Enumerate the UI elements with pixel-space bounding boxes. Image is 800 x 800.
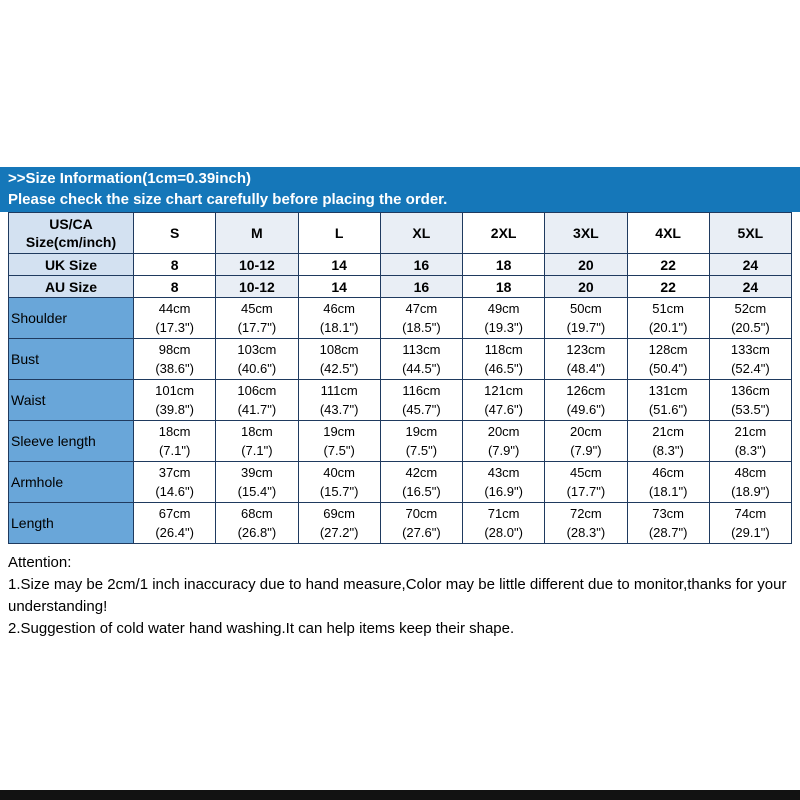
size-header-cell: 8 [134,254,216,276]
measure-cell: 70cm (27.6") [380,503,462,544]
header-row-label: UK Size [9,254,134,276]
measure-cell: 37cm (14.6") [134,462,216,503]
measure-row [9,339,792,380]
measure-cell: 68cm (26.8") [216,503,298,544]
measure-cell: 45cm (17.7") [216,298,298,339]
measure-cell: 74cm (29.1") [709,503,791,544]
measure-cell: 21cm (8.3") [709,421,791,462]
size-header-cell: 18 [463,254,545,276]
measure-row [9,462,792,503]
measure-cell: 45cm (17.7") [545,462,627,503]
measure-cell: 21cm (8.3") [627,421,709,462]
measure-cell: 20cm (7.9") [545,421,627,462]
measure-cell: 71cm (28.0") [463,503,545,544]
measure-cell: 48cm (18.9") [709,462,791,503]
measure-cell: 46cm (18.1") [627,462,709,503]
measure-cell: 73cm (28.7") [627,503,709,544]
measure-cell: 123cm (48.4") [545,339,627,380]
size-header-cell: 2XL [463,213,545,254]
size-header-cell: 4XL [627,213,709,254]
size-header-cell: 20 [545,276,627,298]
header-row-label: AU Size [9,276,134,298]
measure-cell: 121cm (47.6") [463,380,545,421]
attention-line1: 1.Size may be 2cm/1 inch inaccuracy due to hand measure,Color may be little different due to monitor,thanks for your understanding! [8,576,787,615]
measure-row [9,503,792,544]
size-header-cell: 16 [380,276,462,298]
size-header-cell: 10-12 [216,254,298,276]
measure-cell: 44cm (17.3") [134,298,216,339]
measure-cell: 49cm (19.3") [463,298,545,339]
size-header-cell: 20 [545,254,627,276]
size-header-cell: 24 [709,276,791,298]
measure-cell: 39cm (15.4") [216,462,298,503]
measure-cell: 18cm (7.1") [134,421,216,462]
measure-cell: 133cm (52.4") [709,339,791,380]
measure-cell: 19cm (7.5") [298,421,380,462]
measure-row [9,421,792,462]
size-header-cell: 22 [627,276,709,298]
measure-row [9,380,792,421]
measure-label: Shoulder [9,298,134,339]
header-row [9,213,792,254]
size-header-cell: XL [380,213,462,254]
measure-cell: 101cm (39.8") [134,380,216,421]
size-header-cell: 16 [380,254,462,276]
measure-cell: 116cm (45.7") [380,380,462,421]
measure-label: Armhole [9,462,134,503]
measure-cell: 67cm (26.4") [134,503,216,544]
size-header-cell: 24 [709,254,791,276]
measure-cell: 111cm (43.7") [298,380,380,421]
size-header-cell: S [134,213,216,254]
size-header-cell: 3XL [545,213,627,254]
size-header-cell: 8 [134,276,216,298]
measure-cell: 40cm (15.7") [298,462,380,503]
size-header-cell: 5XL [709,213,791,254]
measure-cell: 51cm (20.1") [627,298,709,339]
measure-row [9,298,792,339]
size-header-cell: 10-12 [216,276,298,298]
size-header-cell: 18 [463,276,545,298]
measure-cell: 46cm (18.1") [298,298,380,339]
measure-cell: 113cm (44.5") [380,339,462,380]
header-row [9,276,792,298]
measure-cell: 126cm (49.6") [545,380,627,421]
measure-cell: 42cm (16.5") [380,462,462,503]
measure-label: Bust [9,339,134,380]
size-header-cell: 14 [298,276,380,298]
measure-cell: 103cm (40.6") [216,339,298,380]
measure-cell: 47cm (18.5") [380,298,462,339]
measure-cell: 128cm (50.4") [627,339,709,380]
size-header-cell: L [298,213,380,254]
measure-cell: 43cm (16.9") [463,462,545,503]
header-row-label: US/CA Size(cm/inch) [9,213,134,254]
size-info-banner [0,167,800,212]
measure-cell: 69cm (27.2") [298,503,380,544]
measure-label: Waist [9,380,134,421]
measure-cell: 18cm (7.1") [216,421,298,462]
measure-cell: 108cm (42.5") [298,339,380,380]
measure-label: Sleeve length [9,421,134,462]
size-header-cell: M [216,213,298,254]
measure-cell: 118cm (46.5") [463,339,545,380]
attention-title: Attention: [8,554,72,571]
measure-cell: 50cm (19.7") [545,298,627,339]
measure-cell: 20cm (7.9") [463,421,545,462]
measure-cell: 106cm (41.7") [216,380,298,421]
measure-cell: 98cm (38.6") [134,339,216,380]
banner-line2: Please check the size chart carefully before placing the order. [8,191,448,208]
measure-cell: 52cm (20.5") [709,298,791,339]
attention-section [8,552,792,640]
measure-cell: 131cm (51.6") [627,380,709,421]
size-header-cell: 14 [298,254,380,276]
size-chart-table [8,212,792,544]
banner-line1: >>Size Information(1cm=0.39inch) [8,170,251,187]
measure-cell: 136cm (53.5") [709,380,791,421]
measure-cell: 19cm (7.5") [380,421,462,462]
bottom-black-bar [0,790,800,800]
attention-line2: 2.Suggestion of cold water hand washing.It can help items keep their shape. [8,620,515,637]
size-header-cell: 22 [627,254,709,276]
header-row [9,254,792,276]
measure-cell: 72cm (28.3") [545,503,627,544]
measure-label: Length [9,503,134,544]
